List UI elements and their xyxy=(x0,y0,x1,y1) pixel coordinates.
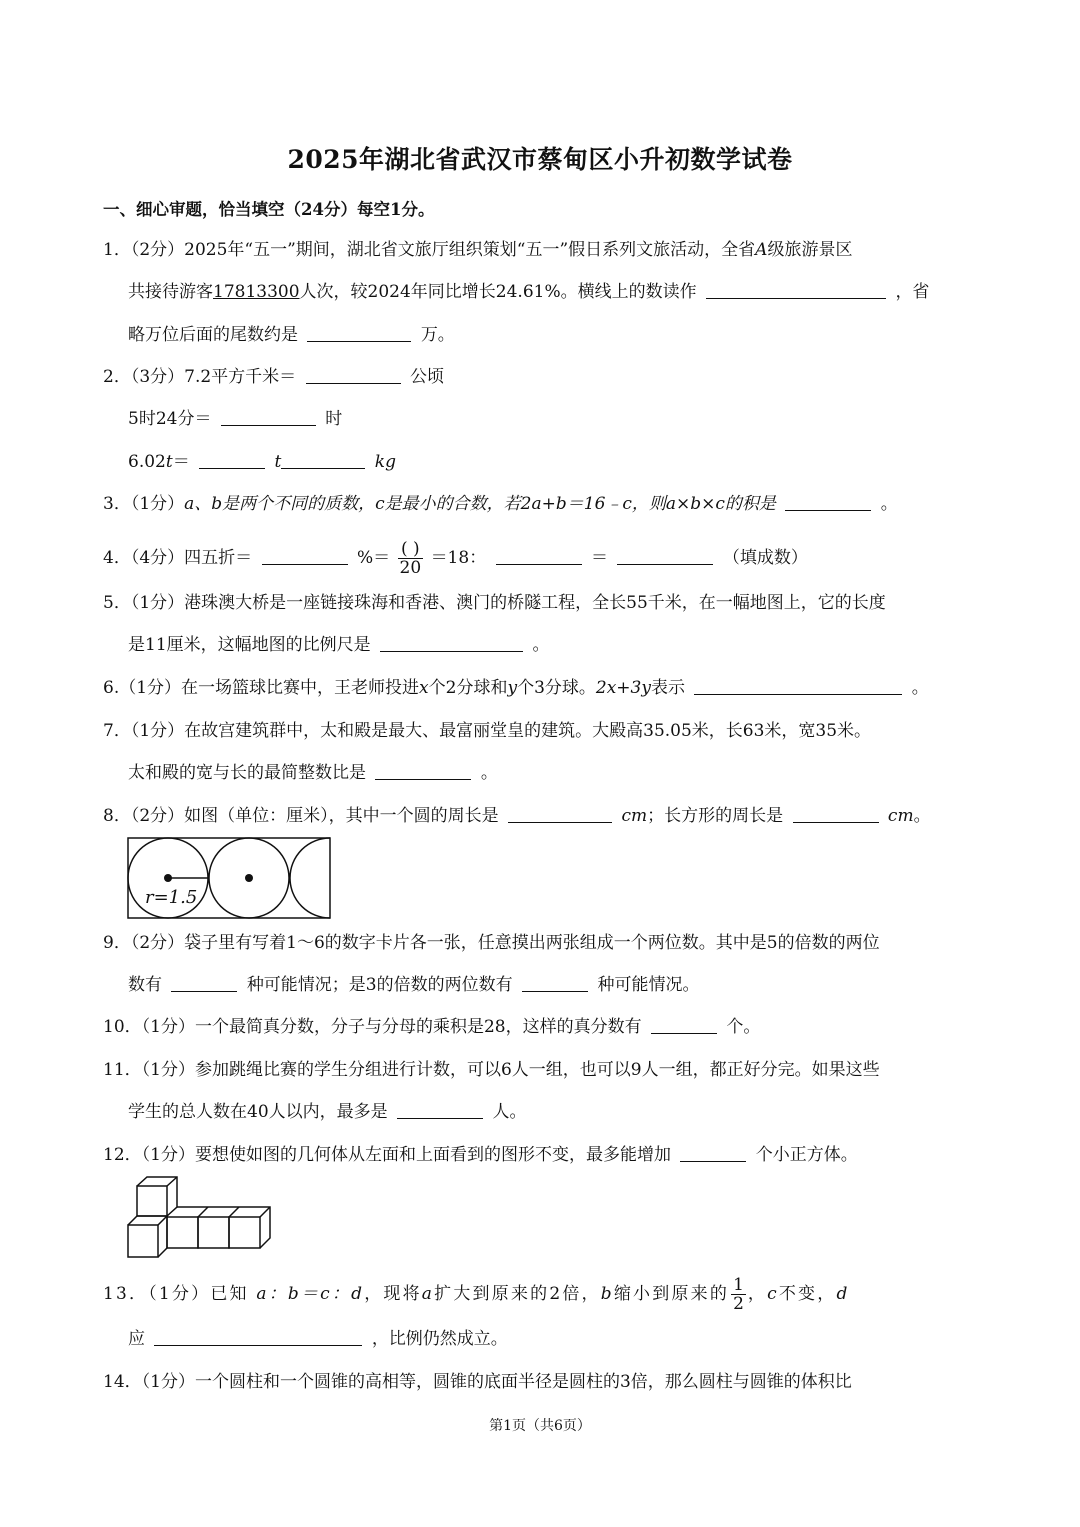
answer-blank[interactable] xyxy=(221,407,316,426)
fraction: $\frac{1}{2}$ xyxy=(733,1275,744,1314)
question-1-line-1: 1．（2分）2025年“五一”期间，湖北省文旅厅组织策划“五一”假日系列文旅活动，全省A级旅游景区 xyxy=(103,240,853,260)
answer-blank[interactable] xyxy=(651,1015,717,1034)
question-10: 10．（1分）一个最简真分数，分子与分母的乘积是28，这样的真分数有 个。 xyxy=(103,1017,761,1037)
question-12: 12．（1分）要想使如图的几何体从左面和上面看到的图形不变，最多能增加 个小正方体。 xyxy=(103,1145,858,1165)
question-9-line-1: 9．（2分）袋子里有写着1～6的数字卡片各一张，任意摸出两张组成一个两位数。其中是5的倍数的两位 xyxy=(103,933,880,953)
question-7-line-1: 7．（1分）在故宫建筑群中，太和殿是最大、最富丽堂皇的建筑。大殿高35.05米，长63米，宽35米。 xyxy=(103,721,872,741)
answer-blank[interactable] xyxy=(617,546,713,565)
circles-rectangle-figure xyxy=(127,837,333,921)
question-3: 3．（1分）a、b是两个不同的质数，c是最小的合数，若2a+b＝16﹣c，则a×b×c的积是 。 xyxy=(103,494,898,514)
page-title: 2025年湖北省武汉市蔡甸区小升初数学试卷 xyxy=(287,145,793,174)
answer-blank[interactable] xyxy=(262,546,348,565)
answer-blank[interactable] xyxy=(307,323,411,342)
question-2-line-1: 2．（3分）7.2平方千米＝ 公顷 xyxy=(103,367,444,387)
answer-blank[interactable] xyxy=(680,1143,746,1162)
answer-blank[interactable] xyxy=(785,492,871,511)
answer-blank[interactable] xyxy=(694,676,902,695)
answer-blank[interactable] xyxy=(171,973,237,992)
question-13-line-2: 应 ，比例仍然成立。 xyxy=(128,1329,508,1349)
question-2-line-3: 6.02t＝ t kg xyxy=(128,452,396,472)
cube-stack-figure xyxy=(127,1176,273,1260)
answer-blank[interactable] xyxy=(375,761,471,780)
underlined-number: 17813300 xyxy=(213,282,300,302)
answer-blank[interactable] xyxy=(306,365,401,384)
question-8: 8．（2分）如图（单位：厘米），其中一个圆的周长是 cm；长方形的周长是 cm。 xyxy=(103,806,931,826)
radius-label: r=1.5 xyxy=(145,887,198,908)
question-13-line-1: 13．（1分）已知 a：b＝c：d，现将a扩大到原来的2倍，b缩小到原来的 $\frac{1}{2}$ ，c不变，d xyxy=(103,1275,850,1314)
question-7-line-2: 太和殿的宽与长的最简整数比是 。 xyxy=(128,763,498,783)
answer-blank[interactable] xyxy=(496,546,582,565)
question-1-line-2: 共接待游客17813300人次，较2024年同比增长24.61%。横线上的数读作 ，省 xyxy=(128,282,930,302)
answer-blank[interactable] xyxy=(199,450,265,469)
section-heading: 一、细心审题，恰当填空（24分）每空1分。 xyxy=(103,200,435,219)
fraction: $\frac{( )}{20}$ xyxy=(399,539,422,578)
question-14-line-1: 14．（1分）一个圆柱和一个圆锥的高相等，圆锥的底面半径是圆柱的3倍，那么圆柱与圆锥的体积比 xyxy=(103,1372,852,1392)
answer-blank[interactable] xyxy=(522,973,588,992)
question-2-line-2: 5时24分＝ 时 xyxy=(128,409,343,429)
question-9-line-2: 数有 种可能情况；是3的倍数的两位数有 种可能情况。 xyxy=(128,975,700,995)
question-1-line-3: 略万位后面的尾数约是 万。 xyxy=(128,325,455,345)
answer-blank[interactable] xyxy=(397,1100,483,1119)
answer-blank[interactable] xyxy=(380,633,523,652)
answer-blank[interactable] xyxy=(154,1327,362,1346)
question-6: 6.（1分）在一场篮球比赛中，王老师投进x个2分球和y个3分球。2x+3y表示 。 xyxy=(103,678,929,698)
question-5-line-2: 是11厘米，这幅地图的比例尺是 。 xyxy=(128,635,550,655)
page-footer: 第1页（共6页） xyxy=(489,1418,591,1434)
answer-blank[interactable] xyxy=(508,804,612,823)
question-11-line-2: 学生的总人数在40人以内，最多是 人。 xyxy=(128,1102,527,1122)
question-4: 4．（4分）四五折＝ %＝ $\frac{( )}{20}$ ＝18： ＝ （填成数） xyxy=(103,539,808,578)
answer-blank[interactable] xyxy=(793,804,879,823)
question-5-line-1: 5．（1分）港珠澳大桥是一座链接珠海和香港、澳门的桥隧工程，全长55千米，在一幅地图上，它的长度 xyxy=(103,593,886,613)
answer-blank[interactable] xyxy=(706,280,886,299)
answer-blank[interactable] xyxy=(281,450,365,469)
question-11-line-1: 11．（1分）参加跳绳比赛的学生分组进行计数，可以6人一组，也可以9人一组，都正好分完。如果这些 xyxy=(103,1060,880,1080)
